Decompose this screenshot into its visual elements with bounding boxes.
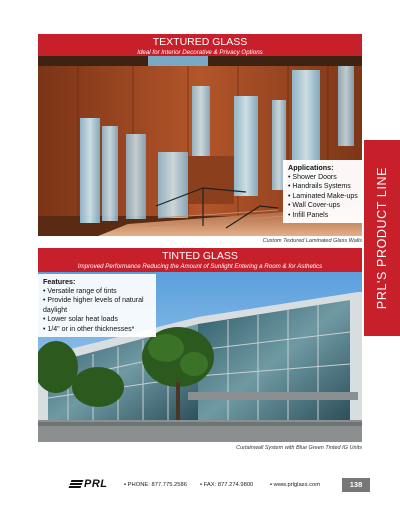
prl-logo	[70, 478, 108, 490]
textured-glass-title: TEXTURED GLASS	[152, 36, 248, 48]
side-tab-label: PRL'S PRODUCT LINE	[375, 166, 389, 310]
page-footer	[0, 474, 400, 496]
applications-callout	[283, 160, 365, 223]
application-item: • Infill Panels	[288, 211, 360, 221]
page-number: 138	[342, 478, 370, 492]
feature-item: • Versatile range of tints	[43, 287, 151, 297]
footer-website[interactable]: • www.prlglass.com	[270, 482, 320, 488]
footer-phone: • PHONE: 877.775.2586	[124, 482, 187, 488]
features-callout	[38, 274, 156, 337]
feature-item: • Lower solar heat loads	[43, 315, 151, 325]
application-item: • Shower Doors	[288, 173, 360, 183]
application-item: • Wall Cover-ups	[288, 201, 360, 211]
tinted-glass-caption: Curtainwall System with Blue Green Tinted IG Units	[236, 445, 362, 451]
prl-logo-text: PRL	[84, 478, 108, 490]
feature-item: • Provide higher levels of natural daylight	[43, 296, 151, 315]
application-item: • Handrails Systems	[288, 182, 360, 192]
product-line-side-tab	[364, 140, 400, 336]
textured-glass-subtitle: Ideal for Interior Decorative & Privacy Options	[137, 49, 263, 56]
application-item: • Laminated Make-ups	[288, 192, 360, 202]
textured-glass-caption: Custom Textured Laminated Glass Walls	[262, 238, 362, 244]
prl-logo-mark-icon	[69, 480, 84, 488]
feature-item: • 1/4" or in other thicknesses*	[43, 325, 151, 335]
footer-fax: • FAX: 877.274.9800	[200, 482, 253, 488]
applications-heading: Applications:	[288, 163, 334, 172]
tinted-glass-subtitle: Improved Performance Reducing the Amount of Sunlight Entering a Room & for Asthetics	[77, 263, 323, 270]
tinted-glass-banner	[38, 248, 362, 273]
tinted-glass-title: TINTED GLASS	[162, 250, 238, 262]
features-heading: Features:	[43, 277, 76, 286]
